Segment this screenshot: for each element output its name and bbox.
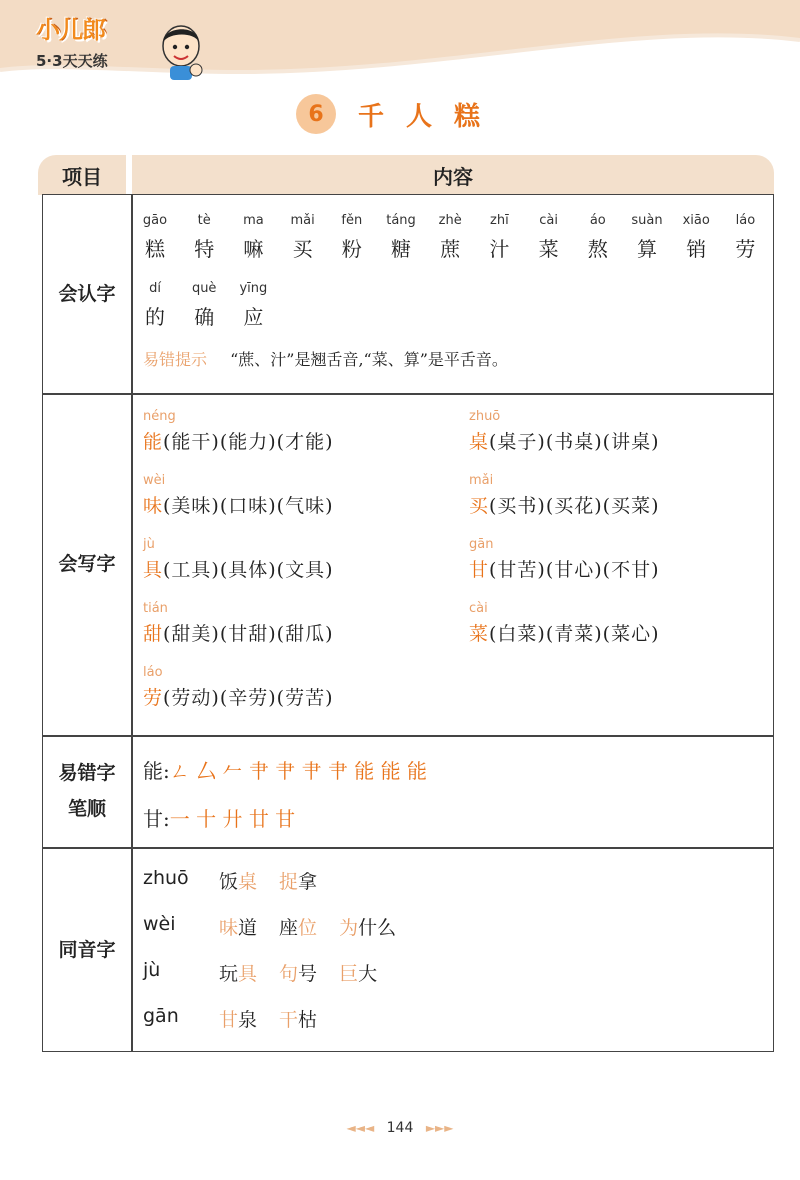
recognize-char [674,213,718,262]
write-line [143,619,334,646]
word-highlight: 甘 [219,1009,239,1031]
hanzi: 确 [194,305,215,329]
hanzi: 特 [194,237,215,261]
row-divider [43,393,773,395]
recognize-char [477,213,521,262]
word-part: 座 [279,917,299,939]
pinyin: zhè [438,213,462,228]
recognize-char [133,281,177,330]
recognize-char [625,213,669,262]
label-homophone: 同音字 [58,938,116,961]
word-part: 什么 [358,917,397,939]
write-entry [469,409,660,454]
mascot-icon [156,20,206,82]
stroke-order-neng [143,755,427,784]
label-write: 会写字 [58,552,116,575]
label-stroke [43,735,131,847]
recognize-char [231,213,275,262]
word-highlight: 捉 [279,871,299,893]
pinyin: zhī [490,213,509,228]
hanzi: 嘛 [243,237,264,261]
recognize-char [231,281,275,330]
write-line [469,555,660,582]
homophone-word [219,959,257,986]
homophone-pinyin: zhuō [143,867,189,889]
recognize-char [133,213,177,262]
write-pinyin: cài [469,601,488,616]
word-part: 号 [298,963,318,985]
stroke-order-gan [143,803,295,832]
homophone-word [339,913,396,940]
tip-text: “蔗、汁”是翘舌音,“菜、算”是平舌音。 [230,350,508,369]
word-part: 拿 [298,871,318,893]
write-entry [143,473,334,518]
word-part: 泉 [238,1009,258,1031]
hanzi: 糕 [145,237,165,261]
homophone-word [279,867,317,894]
brand-subtitle: 5·3天天练 [36,52,108,70]
stroke-prefix: 甘: [143,807,170,831]
word-highlight: 位 [298,917,318,939]
write-line [143,491,334,518]
label-recognize: 会认字 [58,282,116,305]
write-words: (工具)(具体)(文具) [163,559,334,581]
pinyin: láo [735,213,756,228]
hanzi: 应 [243,305,264,329]
pinyin: dí [149,281,161,296]
stroke-prefix: 能: [143,759,170,783]
hanzi: 的 [145,305,165,329]
write-char: 甜 [143,623,164,645]
pinyin: tè [197,213,211,228]
word-highlight: 味 [219,917,239,939]
word-highlight: 为 [339,917,359,939]
word-highlight: 巨 [339,963,359,985]
recognize-char [182,281,226,330]
write-pinyin: tián [143,601,168,616]
column-header-content: 内容 [132,155,774,195]
hanzi: 劳 [735,237,756,261]
pinyin: yīng [239,281,268,296]
write-char: 桌 [469,431,490,453]
write-pinyin: zhuō [469,409,501,424]
recognize-char [527,213,571,262]
write-words: (劳动)(辛劳)(劳苦) [163,687,334,709]
word-highlight: 干 [279,1009,299,1031]
write-entry [143,601,334,646]
homophone-row [143,1005,339,1032]
write-words: (美味)(口味)(气味) [163,495,334,517]
write-pinyin: láo [143,665,163,680]
row-divider [43,847,773,849]
write-pinyin: mǎi [469,473,494,488]
write-entry [143,537,334,582]
hanzi: 菜 [538,237,559,261]
stroke-steps: ㄥ 厶 𠂉 肀 肀 肀 肀 能 能 能 [169,759,427,783]
write-words: (买书)(买花)(买菜) [489,495,660,517]
homophone-word [279,959,317,986]
pinyin: xiāo [682,213,710,228]
lesson-title [296,94,502,134]
recognize-char [379,213,423,262]
pinyin: cài [539,213,558,228]
hanzi: 汁 [489,237,510,261]
hanzi: 糖 [391,237,411,261]
tip-label: 易错提示 [143,350,208,369]
homophone-word [339,959,377,986]
homophone-word [279,913,317,940]
write-entry [469,473,660,518]
word-part: 道 [238,917,258,939]
word-part: 玩 [219,963,239,985]
word-highlight: 句 [279,963,299,985]
word-part: 枯 [298,1009,318,1031]
write-char: 能 [143,431,164,453]
write-words: (桌子)(书桌)(讲桌) [489,431,660,453]
write-entry [469,601,660,646]
recognize-char [281,213,325,262]
homophone-word [219,1005,257,1032]
write-words: (甘苦)(甘心)(不甘) [489,559,660,581]
write-line [143,555,334,582]
stroke-steps: 一 十 廾 廿 甘 [169,807,296,831]
hanzi: 熬 [587,237,608,261]
error-tip [143,347,508,370]
write-words: (白菜)(青菜)(菜心) [489,623,660,645]
write-words: (能干)(能力)(才能) [163,431,334,453]
write-entry [143,665,334,710]
hanzi: 粉 [341,237,362,261]
row-divider [43,735,773,737]
next-arrows-icon: ►►► [425,1121,454,1135]
write-line [469,619,660,646]
brand-logo [36,10,166,80]
label-stroke-2: 笔顺 [67,798,106,820]
write-char: 具 [143,559,164,581]
homophone-pinyin: gān [143,1005,179,1027]
lesson-name: 千人糕 [358,101,503,132]
lesson-number-badge: 6 [296,94,336,134]
hanzi: 蔗 [440,237,461,261]
recognize-char [428,213,472,262]
pinyin: què [191,281,217,296]
homophone-row [143,867,339,894]
recognize-char [330,213,374,262]
column-header-item: 项目 [38,155,126,195]
pinyin: gāo [142,213,168,228]
pinyin: mǎi [290,213,315,228]
write-line [143,427,334,454]
hanzi: 销 [686,237,707,261]
write-line [469,491,660,518]
homophone-pinyin: wèi [143,913,176,935]
write-line [469,427,660,454]
homophone-row [143,913,418,940]
homophone-pinyin: jù [143,959,161,981]
recognize-char [723,213,767,262]
write-char: 菜 [469,623,490,645]
homophone-row [143,959,399,986]
label-stroke-1: 易错字 [58,761,116,784]
write-pinyin: jù [143,537,155,552]
write-char: 劳 [143,687,164,709]
write-pinyin: wèi [143,473,166,488]
write-char: 味 [143,495,164,517]
word-part: 饭 [219,871,239,893]
write-pinyin: néng [143,409,176,424]
hanzi: 买 [292,237,313,261]
homophone-word [219,913,257,940]
write-line [143,683,334,710]
homophone-word [279,1005,317,1032]
word-highlight: 桌 [238,871,258,893]
recognize-char [576,213,620,262]
pinyin: ma [243,213,264,228]
prev-arrows-icon: ◄◄◄ [346,1121,375,1135]
pinyin: fěn [341,213,363,228]
homophone-word [219,867,257,894]
content-table [42,194,774,1052]
pinyin: suàn [631,213,663,228]
pinyin: táng [386,213,416,228]
hanzi: 算 [637,237,657,261]
write-entry [469,537,660,582]
page-number: 144 [386,1120,414,1136]
write-char: 买 [469,495,490,517]
page-footer [0,1120,800,1136]
word-part: 大 [358,963,378,985]
write-pinyin: gān [469,537,494,552]
write-words: (甜美)(甘甜)(甜瓜) [163,623,334,645]
write-char: 甘 [469,559,490,581]
recognize-char [182,213,226,262]
pinyin: áo [589,213,606,228]
brand-title: 小儿郎 [36,16,105,44]
write-entry [143,409,334,454]
word-highlight: 具 [238,963,258,985]
